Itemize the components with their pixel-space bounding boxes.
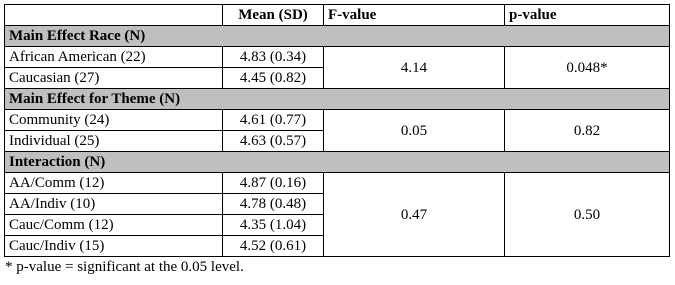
row-label: African American (22) [5, 47, 223, 68]
row-label: Caucasian (27) [5, 68, 223, 89]
header-row [5, 5, 670, 26]
header-mean: Mean (SD) [223, 5, 324, 26]
row-mean: 4.63 (0.57) [223, 131, 324, 152]
results-table-container [4, 4, 669, 277]
row-mean: 4.52 (0.61) [223, 236, 324, 257]
row-mean: 4.35 (1.04) [223, 215, 324, 236]
row-label: Individual (25) [5, 131, 223, 152]
section-header-race [5, 26, 670, 47]
table-row [5, 173, 670, 194]
row-label: AA/Indiv (10) [5, 194, 223, 215]
table-row [5, 47, 670, 68]
section-title: Interaction (N) [5, 152, 670, 173]
row-label: AA/Comm (12) [5, 173, 223, 194]
f-value-cell: 0.47 [324, 173, 505, 257]
section-title: Main Effect Race (N) [5, 26, 670, 47]
footnote: * p-value = significant at the 0.05 level. [5, 259, 244, 275]
p-value-cell: 0.82 [505, 110, 670, 152]
section-title: Main Effect for Theme (N) [5, 89, 670, 110]
header-label-cell [5, 5, 223, 26]
row-label: Cauc/Indiv (15) [5, 236, 223, 257]
row-label: Community (24) [5, 110, 223, 131]
row-mean: 4.78 (0.48) [223, 194, 324, 215]
header-f-value: F-value [324, 5, 505, 26]
f-value-cell: 4.14 [324, 47, 505, 89]
section-header-interaction [5, 152, 670, 173]
results-table [4, 4, 670, 257]
p-value-cell: 0.50 [505, 173, 670, 257]
row-mean: 4.45 (0.82) [223, 68, 324, 89]
row-mean: 4.61 (0.77) [223, 110, 324, 131]
row-mean: 4.83 (0.34) [223, 47, 324, 68]
table-row [5, 110, 670, 131]
p-value-cell: 0.048* [505, 47, 670, 89]
row-label: Cauc/Comm (12) [5, 215, 223, 236]
row-mean: 4.87 (0.16) [223, 173, 324, 194]
section-header-theme [5, 89, 670, 110]
f-value-cell: 0.05 [324, 110, 505, 152]
header-p-value: p-value [505, 5, 670, 26]
